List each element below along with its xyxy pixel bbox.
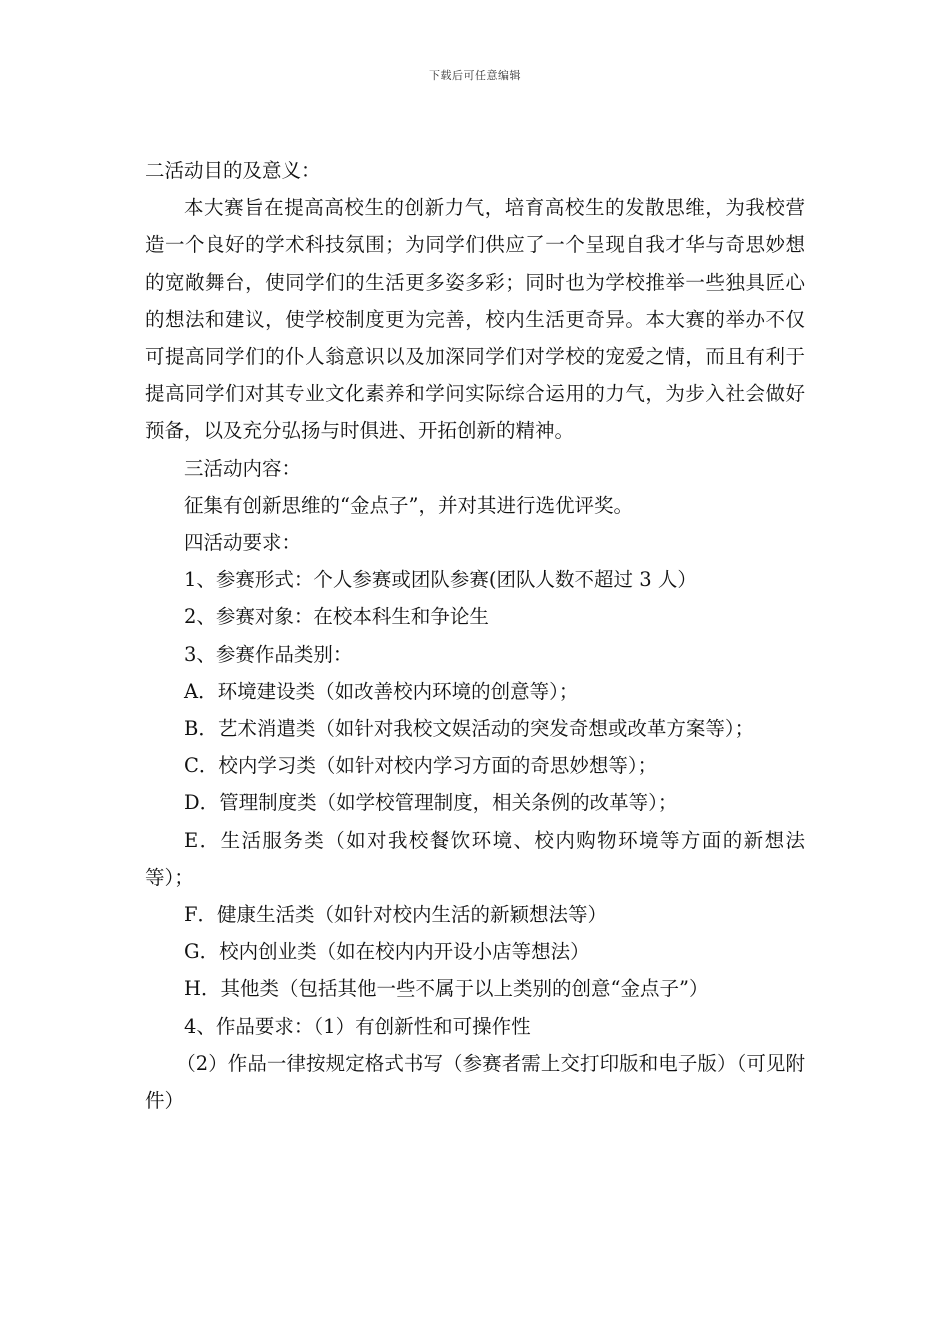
paragraph-purpose-body: 本大赛旨在提高高校生的创新力气，培育高校生的发散思维，为我校营造一个良好的学术科技氛围；为同学们供应了一个呈现自我才华与奇思妙想的宽敞舞台，使同学们的生活更多姿多彩；同时也为学校推举一些独具匠心的想法和建议，使学校制度更为完善，校内生活更奇异。本大赛的举办不仅可提高同学们的仆人翁意识以及加深同学们对学校的宠爱之情，而且有利于提高同学们对其专业文化素养和学问实际综合运用的力气，为步入社会做好预备，以及充分弘扬与时俱进、开拓创新的精神。 bbox=[145, 196, 805, 443]
category-item-d: D．管理制度类（如学校管理制度，相关条例的改革等）； bbox=[184, 791, 678, 815]
list-item-work-format: （2）作品一律按规定格式书写（参赛者需上交打印版和电子版）（可见附件） bbox=[145, 1051, 805, 1113]
category-item-g: G．校内创业类（如在校内内开设小店等想法） bbox=[184, 940, 590, 964]
section-heading-requirements: 四活动要求： bbox=[184, 531, 302, 555]
section-heading-content: 三活动内容： bbox=[184, 456, 302, 480]
category-item-c: C．校内学习类（如针对校内学习方面的奇思妙想等）； bbox=[184, 754, 658, 778]
list-item-work-requirements: 4、作品要求：（1）有创新性和可操作性 bbox=[184, 1014, 531, 1038]
list-item-categories: 3、参赛作品类别： bbox=[184, 642, 353, 666]
page-header: 下载后可任意编辑 bbox=[429, 69, 521, 82]
section-heading-purpose: 二活动目的及意义： bbox=[145, 159, 321, 182]
list-item-participants: 2、参赛对象：在校本科生和争论生 bbox=[184, 605, 489, 629]
category-item-b: B．艺术消遣类（如针对我校文娱活动的突发奇想或改革方案等）； bbox=[184, 717, 755, 741]
paragraph-content-body: 征集有创新思维的“金点子”，并对其进行选优评奖。 bbox=[184, 493, 633, 517]
category-item-h: H．其他类（包括其他一些不属于以上类别的创意“金点子”） bbox=[184, 977, 709, 1001]
category-item-f: F．健康生活类（如针对校内生活的新颖想法等） bbox=[184, 903, 608, 927]
document-body bbox=[145, 152, 805, 1119]
category-item-a: A．环境建设类（如改善校内环境的创意等）； bbox=[184, 679, 579, 703]
category-item-e: E．生活服务类（如对我校餐饮环境、校内购物环境等方面的新想法等）； bbox=[145, 828, 805, 889]
list-item-format: 1、参赛形式：个人参赛或团队参赛(团队人数不超过 3 人） bbox=[184, 568, 697, 592]
